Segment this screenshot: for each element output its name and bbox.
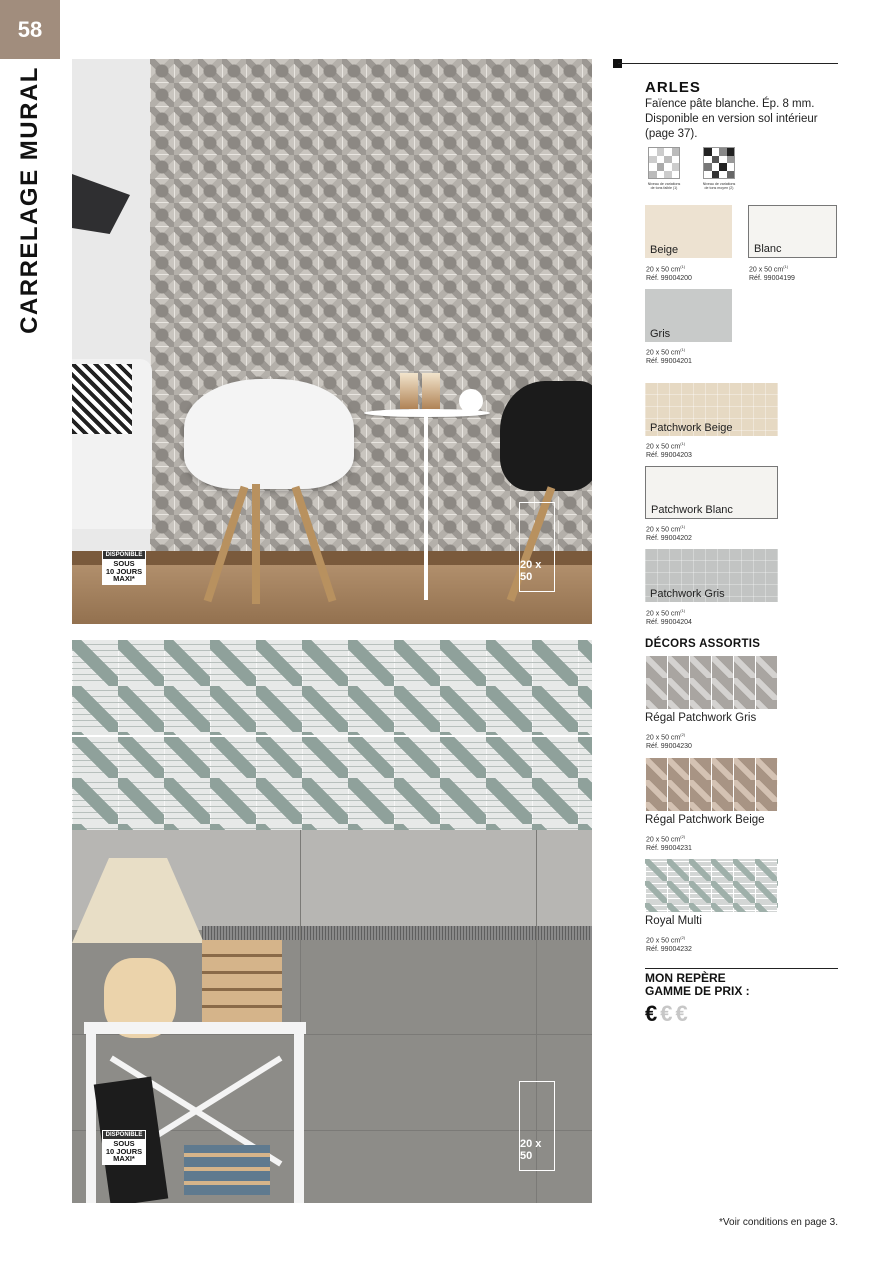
badge2-line1: DISPONIBLE <box>103 1131 145 1139</box>
swatch-blanc <box>748 205 837 258</box>
decor-regal-patchwork-gris-name: Régal Patchwork Gris <box>645 712 757 724</box>
page-number: 58 <box>0 0 60 59</box>
legend-low-text: Niveau de variations de tons faible (1) <box>647 182 681 190</box>
swatch-beige-note: (1) <box>680 264 686 269</box>
badge2-line2: SOUS <box>113 1139 135 1148</box>
legend-medium-text: Niveau de variations de tons moyen (2) <box>702 182 736 190</box>
swatch-patchwork-gris-name: Patchwork Gris <box>650 588 725 600</box>
swatch-patchwork-blanc-name: Patchwork Blanc <box>651 504 733 516</box>
swatch-patchwork-beige-info <box>646 439 692 460</box>
decor-royal-multi <box>645 859 778 912</box>
decor-regal-patchwork-gris-ref: Réf. 99004230 <box>646 743 692 751</box>
swatch-gris-note: (1) <box>680 347 686 352</box>
swatch-patchwork-blanc <box>645 466 778 519</box>
swatch-gris-info <box>646 345 692 366</box>
badge2-line3: 10 JOURS <box>105 1146 143 1156</box>
decors-heading: DÉCORS ASSORTIS <box>645 638 761 650</box>
swatch-patchwork-beige-ref: Réf. 99004203 <box>646 452 692 460</box>
swatch-patchwork-blanc-ref: Réf. 99004202 <box>646 535 692 543</box>
decor-regal-patchwork-gris <box>645 656 778 709</box>
product-description: Faïence pâte blanche. Ép. 8 mm. Disponible en version sol intérieur (page 37). <box>645 98 818 140</box>
swatch-patchwork-gris-ref: Réf. 99004204 <box>646 619 692 627</box>
swatch-blanc-info <box>749 262 795 283</box>
decor-royal-multi-name: Royal Multi <box>645 915 702 927</box>
decor-regal-patchwork-gris-color <box>645 656 778 709</box>
availability-badge <box>102 550 146 585</box>
badge2-line4: MAXI* <box>113 1154 135 1163</box>
decor-regal-patchwork-gris-note: (2) <box>680 732 686 737</box>
section-title: CARRELAGE MURAL <box>16 66 43 334</box>
swatch-blanc-ref: Réf. 99004199 <box>749 275 795 283</box>
euro-icon-2: € <box>660 1001 676 1026</box>
badge-line1: DISPONIBLE <box>103 551 145 559</box>
price-rule <box>645 968 838 969</box>
price-range-indicator <box>645 1001 691 1027</box>
swatch-blanc-note: (1) <box>783 264 789 269</box>
decor-royal-multi-size: 20 x 50 cm <box>646 937 681 945</box>
swatch-patchwork-beige <box>645 383 778 436</box>
decor-regal-patchwork-beige-name: Régal Patchwork Beige <box>645 814 765 826</box>
swatch-gris-name: Gris <box>650 328 671 340</box>
swatch-patchwork-beige-size: 20 x 50 cm <box>646 443 681 451</box>
decor-regal-patchwork-beige-info <box>646 832 692 853</box>
swatch-patchwork-beige-note: (1) <box>680 441 686 446</box>
format-indicator-2: 20 x 50 <box>519 1081 555 1171</box>
section-title-container <box>8 66 52 334</box>
decor-royal-multi-ref: Réf. 99004232 <box>646 946 692 954</box>
room-photo-decor-wall <box>72 640 592 1203</box>
decor-regal-patchwork-beige-ref: Réf. 99004231 <box>646 845 692 853</box>
room-photo-patchwork-wall <box>72 59 592 624</box>
decor-royal-multi-color <box>645 859 778 912</box>
heading-rule <box>618 63 838 64</box>
swatch-beige-size: 20 x 50 cm <box>646 266 681 274</box>
swatch-patchwork-beige-name: Patchwork Beige <box>650 422 733 434</box>
euro-icon-3: € <box>675 1001 691 1026</box>
price-label-line2: GAMME DE PRIX : <box>645 984 750 998</box>
format-indicator: 20 x 50 <box>519 502 555 592</box>
swatch-beige-name: Beige <box>650 244 679 256</box>
swatch-blanc-size: 20 x 50 cm <box>749 266 784 274</box>
euro-icon-1: € <box>645 1001 661 1026</box>
swatch-patchwork-blanc-info <box>646 522 692 543</box>
footnote: *Voir conditions en page 3. <box>719 1217 838 1228</box>
decor-regal-patchwork-beige <box>645 758 778 811</box>
variation-low-icon <box>648 147 680 179</box>
swatch-patchwork-gris-size: 20 x 50 cm <box>646 610 681 618</box>
decor-royal-multi-info <box>646 933 692 954</box>
badge-line4: MAXI* <box>113 574 135 583</box>
decor-regal-patchwork-gris-size: 20 x 50 cm <box>646 734 681 742</box>
swatch-beige-info <box>646 262 692 283</box>
swatch-patchwork-blanc-note: (1) <box>680 524 686 529</box>
swatch-beige-ref: Réf. 99004200 <box>646 275 692 283</box>
swatch-gris <box>645 289 732 342</box>
price-label <box>645 972 750 998</box>
availability-badge-2 <box>102 1130 146 1165</box>
decor-royal-multi-note: (2) <box>680 935 686 940</box>
swatch-patchwork-blanc-size: 20 x 50 cm <box>646 526 681 534</box>
price-label-line1: MON REPÈRE <box>645 971 726 985</box>
decor-regal-patchwork-beige-note: (2) <box>680 834 686 839</box>
swatch-beige <box>645 205 732 258</box>
product-title: ARLES <box>645 79 701 96</box>
swatch-patchwork-gris <box>645 549 778 602</box>
legend-variation-medium <box>701 147 737 190</box>
decor-regal-patchwork-beige-color <box>645 758 778 811</box>
legend-variation-low <box>646 147 682 190</box>
swatch-gris-size: 20 x 50 cm <box>646 349 681 357</box>
swatch-patchwork-gris-note: (1) <box>680 608 686 613</box>
badge-line3: 10 JOURS <box>105 566 143 576</box>
swatch-gris-ref: Réf. 99004201 <box>646 358 692 366</box>
decor-regal-patchwork-beige-size: 20 x 50 cm <box>646 836 681 844</box>
swatch-patchwork-gris-info <box>646 606 692 627</box>
swatch-blanc-name: Blanc <box>754 243 782 255</box>
variation-medium-icon <box>703 147 735 179</box>
badge-line2: SOUS <box>113 559 135 568</box>
decor-regal-patchwork-gris-info <box>646 730 692 751</box>
